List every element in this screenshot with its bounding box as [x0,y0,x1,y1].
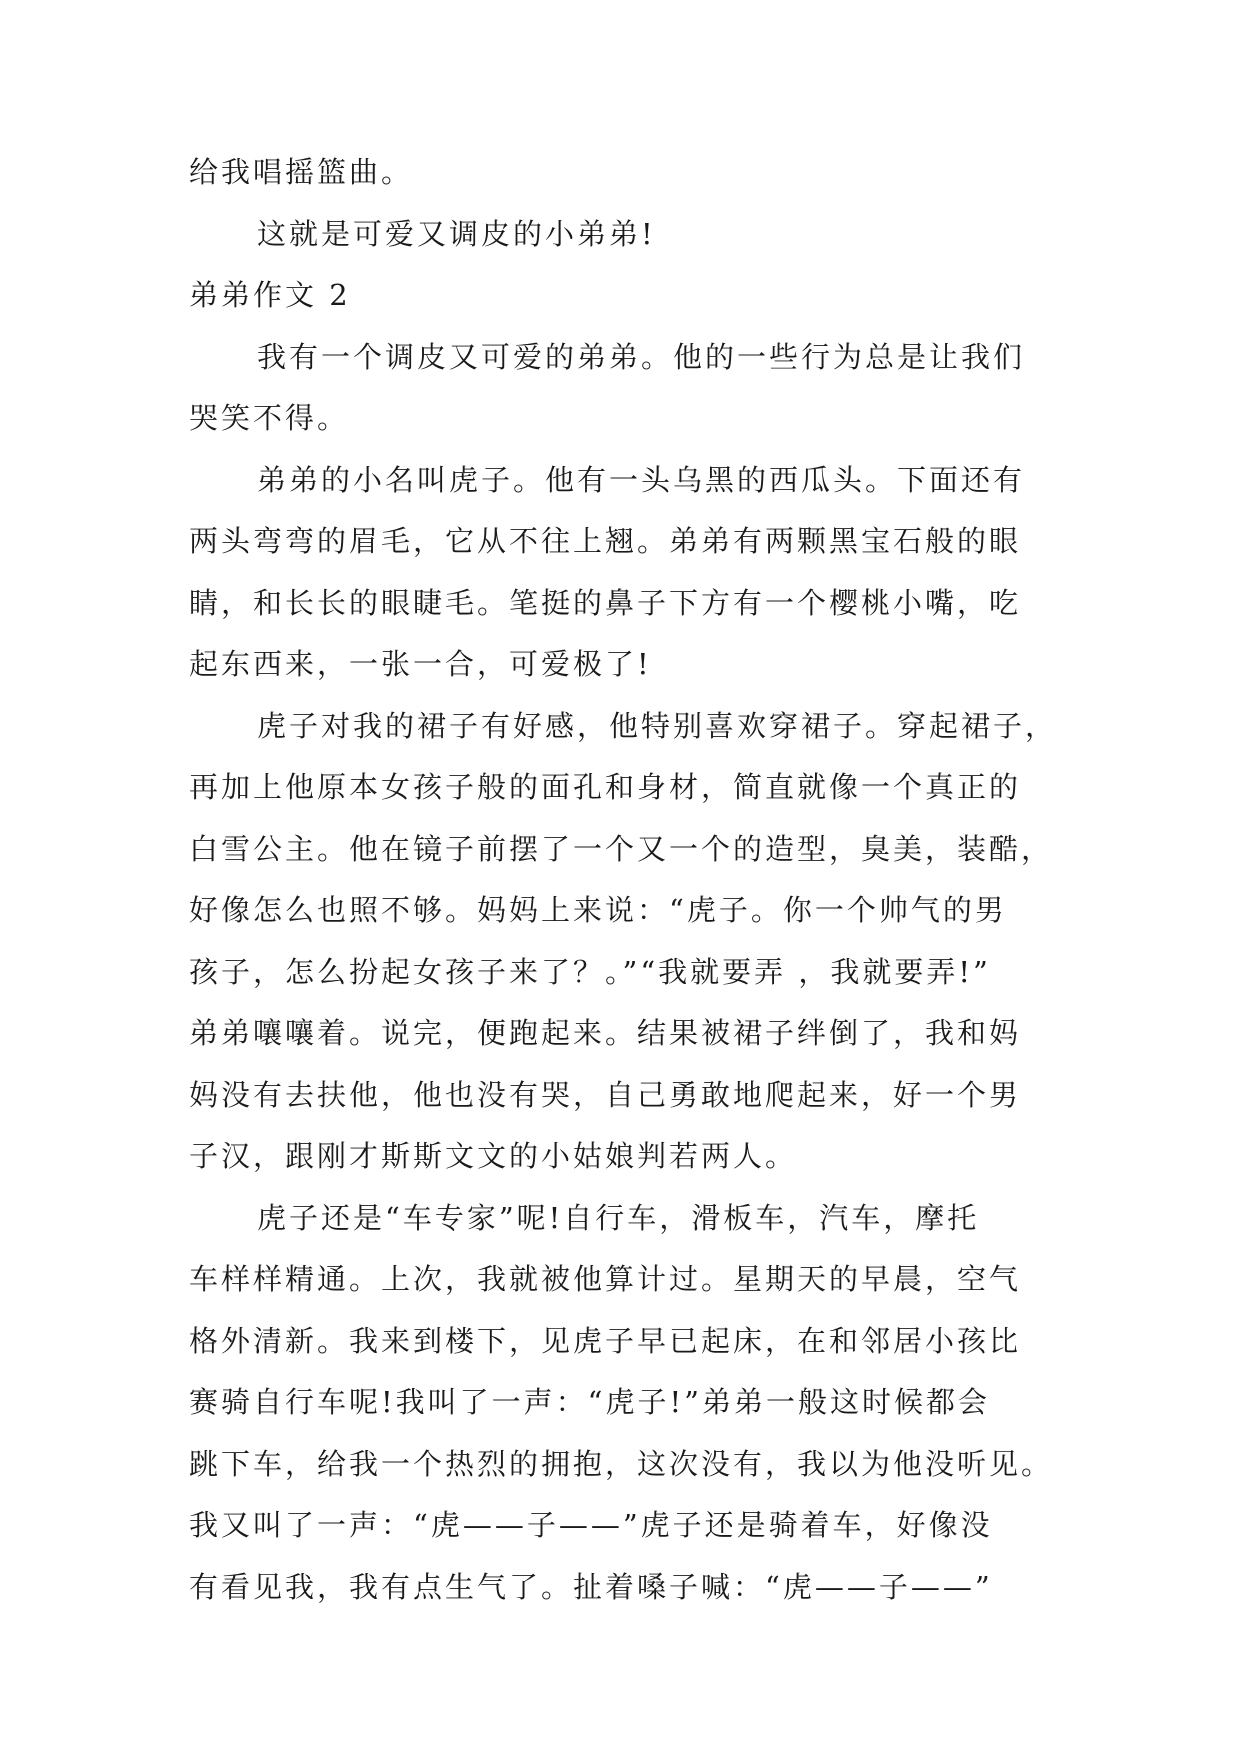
paragraph-line: 这就是可爱又调皮的小弟弟! [257,217,656,251]
paragraph-line: 弟弟的小名叫虎子。他有一头乌黑的西瓜头。下面还有 [257,463,1026,497]
paragraph-line: 给我唱摇篮曲。 [189,155,414,189]
paragraph-line: 虎子还是“车专家”呢!自行车，滑板车，汽车，摩托 [257,1201,980,1235]
paragraph-line: 我有一个调皮又可爱的弟弟。他的一些行为总是让我们 [257,340,1026,374]
paragraph-line: 跳下车，给我一个热烈的拥抱，这次没有，我以为他没听见。 [189,1447,1054,1481]
paragraph-line: 睛，和长长的眼睫毛。笔挺的鼻子下方有一个樱桃小嘴，吃 [189,586,1022,620]
paragraph-line: 格外清新。我来到楼下，见虎子早已起床，在和邻居小孩比 [189,1324,1022,1358]
paragraph-line: 有看见我，我有点生气了。扯着嗓子喊：“虎——子——” [189,1570,993,1604]
paragraph-line: 孩子，怎么扮起女孩子来了？。”“我就要弄 ，我就要弄!” [189,955,991,989]
paragraph-line: 赛骑自行车呢!我叫了一声：“虎子!”弟弟一般这时候都会 [189,1385,990,1419]
paragraph-line: 妈没有去扶他，他也没有哭，自己勇敢地爬起来，好一个男 [189,1078,1022,1112]
paragraph-line: 子汉，跟刚才斯斯文文的小姑娘判若两人。 [189,1139,798,1173]
paragraph-line: 两头弯弯的眉毛，它从不往上翘。弟弟有两颗黑宝石般的眼 [189,524,1022,558]
section-heading: 弟弟作文 2 [189,278,351,312]
paragraph-line: 白雪公主。他在镜子前摆了一个又一个的造型，臭美，装酷， [189,832,1054,866]
paragraph-line: 虎子对我的裙子有好感，他特别喜欢穿裙子。穿起裙子， [257,709,1058,743]
paragraph-line: 再加上他原本女孩子般的面孔和身材，简直就像一个真正的 [189,770,1022,804]
paragraph-line: 我又叫了一声：“虎——子——”虎子还是骑着车，好像没 [189,1508,993,1542]
paragraph-line: 好像怎么也照不够。妈妈上来说：“虎子。你一个帅气的男 [189,893,1007,927]
paragraph-line: 车样样精通。上次，我就被他算计过。星期天的早晨，空气 [189,1262,1022,1296]
paragraph-line: 弟弟嚷嚷着。说完，便跑起来。结果被裙子绊倒了，我和妈 [189,1016,1022,1050]
paragraph-line: 起东西来，一张一合，可爱极了! [189,647,652,681]
paragraph-line: 哭笑不得。 [189,401,350,435]
